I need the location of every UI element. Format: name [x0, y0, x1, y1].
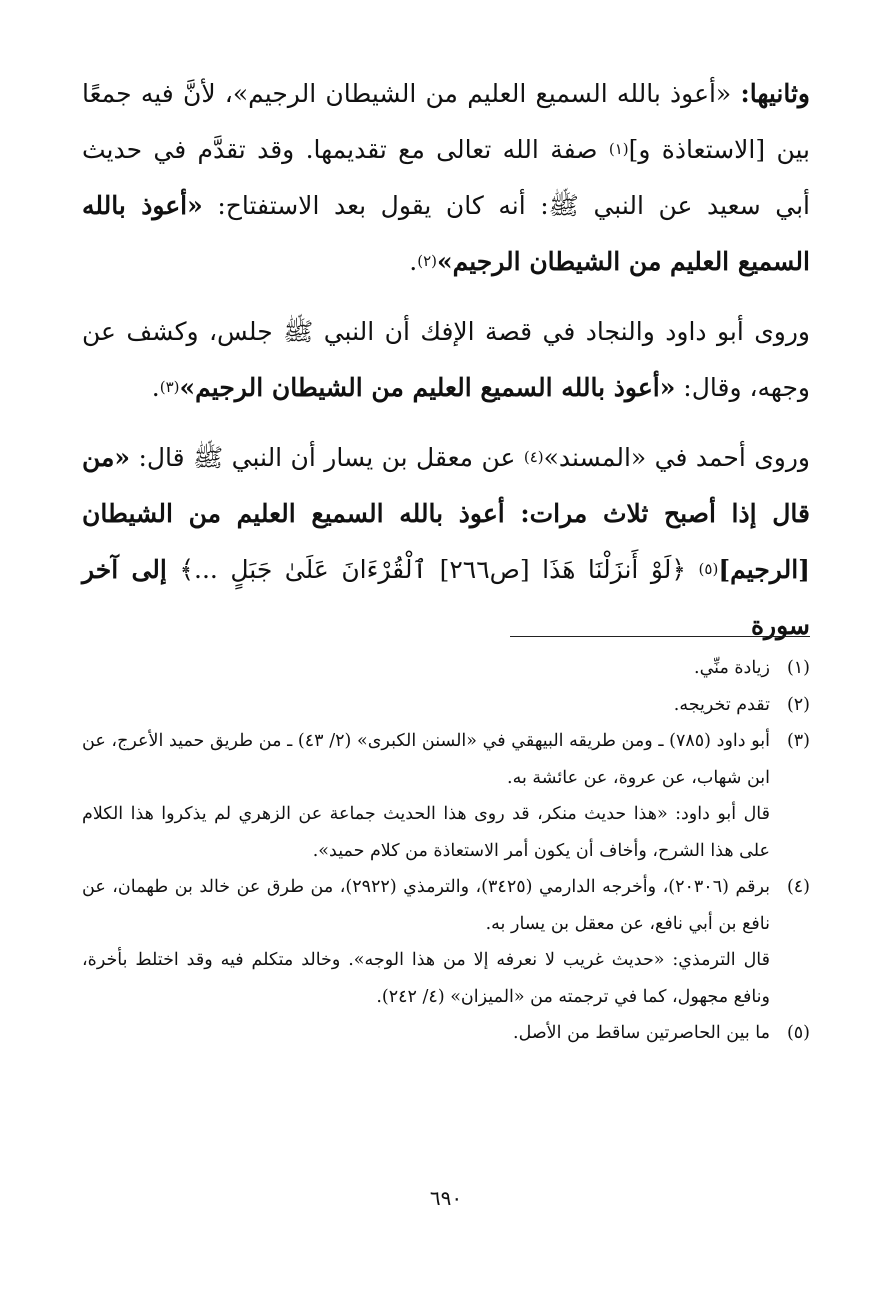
footnote-line: برقم (٢٠٣٠٦)، وأخرجه الدارمي (٣٤٢٥)، والترمذي (٢٩٢٢)، من طرق عن خالد بن طهمان، عن نافع بن أبي نافع، عن معقل بن يسار به. [82, 877, 770, 934]
footnote-ref-5[interactable]: (٥) [698, 560, 719, 578]
text-run: . [409, 247, 418, 276]
main-text [82, 66, 810, 668]
footnote-number: (٢) [786, 694, 810, 715]
footnote-divider [510, 636, 810, 637]
text-run: . [151, 373, 160, 402]
footnote-number: (٤) [786, 877, 810, 897]
footnote-ref-2[interactable]: (٢) [417, 252, 437, 270]
footnote-number: (١) [786, 658, 810, 678]
footnote-ref-3[interactable]: (٣) [159, 378, 180, 396]
paragraph-2 [82, 304, 810, 416]
footnote-line: ما بين الحاصرتين ساقط من الأصل. [513, 1023, 770, 1043]
footnote-ref-1[interactable]: (١) [608, 140, 629, 158]
footnote-line: زيادة منِّي. [694, 658, 770, 678]
footnote-ref-4[interactable]: (٤) [523, 448, 544, 466]
footnote-4 [82, 869, 810, 1015]
footnote-number: (٣) [786, 731, 810, 751]
text-run: وروى أبو داود والنجاد في قصة الإفك أن النبي ﷺ جلس، وكشف عن وجهه، وقال: [82, 317, 810, 402]
footnote-body [82, 869, 770, 1015]
footnote-body [82, 1015, 770, 1052]
footnote-body [82, 687, 770, 724]
text-run: عن معقل بن يسار أن النبي ﷺ قال: [130, 443, 524, 472]
page-number: ٦٩٠ [429, 1186, 463, 1210]
paragraph-3 [82, 430, 810, 654]
quran-verse: ﴿لَوْ أَنزَلْنَا هَذَا [ص٢٦٦] ٱلْقُرْءَانَ عَلَىٰ جَبَلٍ ...﴾ [166, 555, 699, 584]
bold-quote: «من قال إذا أصبح ثلاث مرات: أعوذ بالله السميع العليم من الشيطان [الرجيم] [82, 443, 810, 584]
footnote-2 [82, 687, 810, 724]
footnote-line: قال الترمذي: «حديث غريب لا نعرفه إلا من هذا الوجه». وخالد متكلم فيه وقد اختلط بأخرة، ونافع مجهول، كما في ترجمته من «الميزان» (٤/ ٢٤٢). [82, 950, 770, 1007]
footnotes-section [82, 650, 810, 1052]
text-run: وروى أحمد في «المسند» [543, 443, 810, 472]
footnote-body [82, 650, 770, 687]
bold-quote: «أعوذ بالله السميع العليم من الشيطان الرجيم» [82, 191, 810, 276]
footnote-5 [82, 1015, 810, 1052]
bold-text: وثانيها: [740, 79, 810, 108]
footnote-number: (٥) [786, 1023, 810, 1043]
bold-quote: «أعوذ بالله السميع العليم من الشيطان الرجيم» [179, 373, 676, 402]
footnote-line: تقدم تخريجه. [673, 694, 770, 715]
footnote-line: أبو داود (٧٨٥) ـ ومن طريقه البيهقي في «السنن الكبرى» (٢/ ٤٣) ـ من طريق حميد الأعرج، عن ابن شهاب، عن عروة، عن عائشة به. [82, 731, 770, 788]
footnote-3 [82, 723, 810, 869]
paragraph-1 [82, 66, 810, 290]
bold-text: إلى آخر سورة [82, 555, 810, 640]
footnote-1 [82, 650, 810, 687]
footnote-body [82, 723, 770, 869]
text-run: صفة الله تعالى مع تقديمها. وقد تقدَّم في حديث أبي سعيد عن النبي ﷺ: أنه كان يقول بعد الاستفتاح: [82, 135, 811, 220]
footnote-line: قال أبو داود: «هذا حديث منكر، قد روى هذا الحديث جماعة عن الزهري لم يذكروا هذا الكلام على هذا الشرح، وأخاف أن يكون أمر الاستعاذة من كلام حميد». [82, 804, 770, 861]
text-run: «أعوذ بالله السميع العليم من الشيطان الرجيم»، لأنَّ فيه جمعًا بين [الاستعاذة و] [82, 79, 811, 164]
